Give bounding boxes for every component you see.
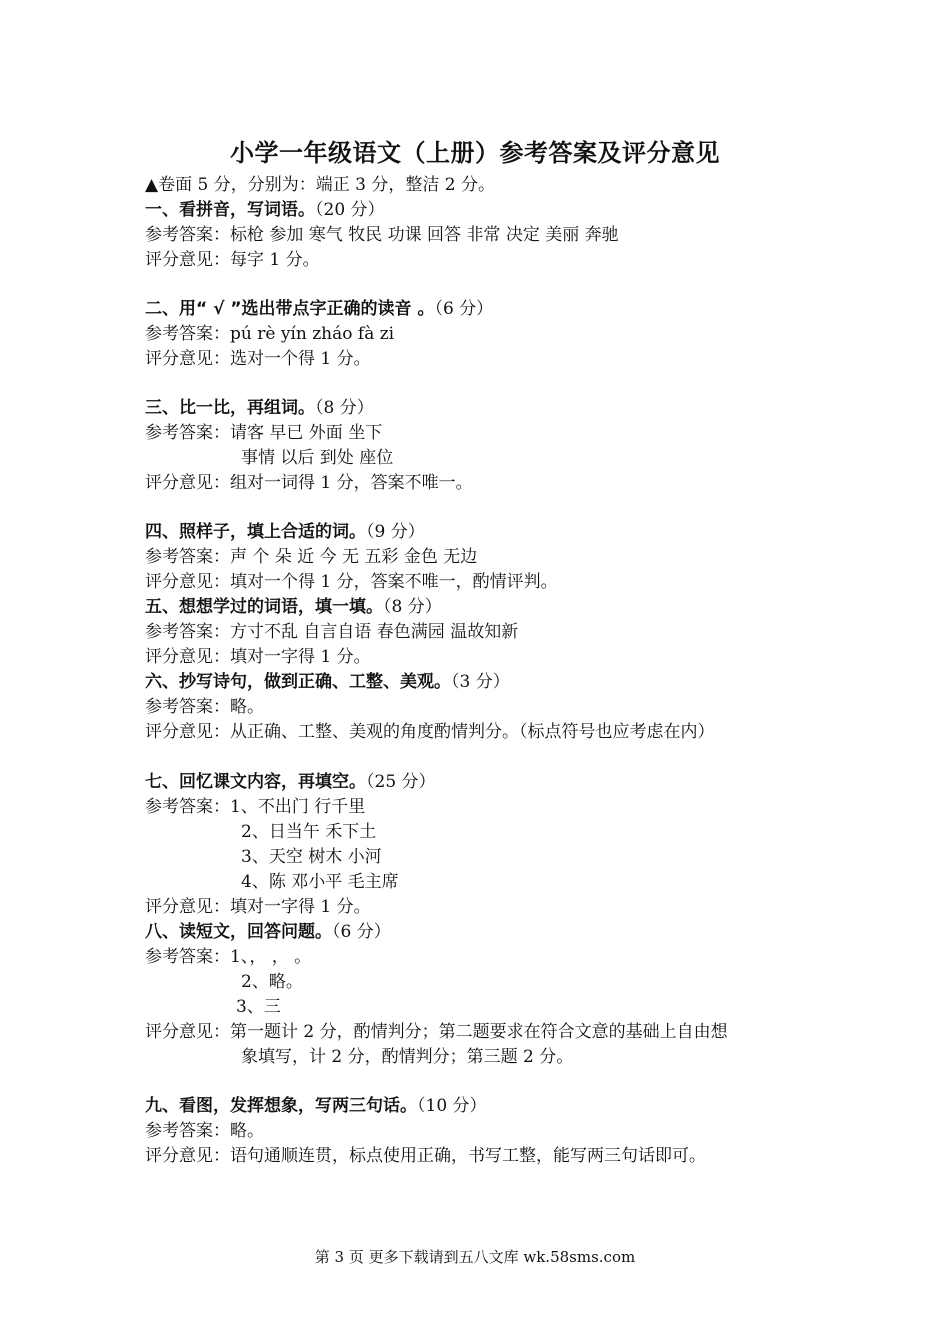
section-heading: 一、看拼音，写词语。 [145, 200, 315, 220]
section-9-answer: 参考答案：略。 [145, 1121, 264, 1141]
section-3-scoring: 评分意见：组对一词得 1 分，答案不唯一。 [145, 473, 473, 493]
section-points: （8 分） [315, 398, 374, 418]
section-7-answer-3: 3、天空 树木 小河 [241, 847, 382, 867]
section-1-heading [145, 198, 385, 223]
intro-line: ▲卷面 5 分，分别为：端正 3 分，整洁 2 分。 [145, 175, 495, 195]
section-points: （3 分） [451, 672, 510, 692]
section-heading: 六、抄写诗句，做到正确、工整、美观。 [145, 672, 451, 692]
section-9-heading [145, 1094, 487, 1119]
section-points: （25 分） [366, 772, 436, 792]
section-6-scoring: 评分意见：从正确、工整、美观的角度酌情判分。（标点符号也应考虑在内） [145, 722, 715, 742]
section-2-answer: 参考答案：pú rè yín zháo fà zi [145, 324, 395, 344]
section-9-scoring: 评分意见：语句通顺连贯，标点使用正确，书写工整，能写两三句话即可。 [145, 1146, 706, 1166]
section-points: （6 分） [332, 922, 391, 942]
section-1-scoring: 评分意见：每字 1 分。 [145, 250, 320, 270]
section-3-answer: 参考答案：请客 早已 外面 坐下 [145, 423, 383, 443]
section-2-heading [145, 297, 493, 322]
section-heading: 四、照样子，填上合适的词。 [145, 522, 366, 542]
section-7-scoring: 评分意见：填对一字得 1 分。 [145, 897, 371, 917]
section-5-scoring: 评分意见：填对一字得 1 分。 [145, 647, 371, 667]
section-8-answer-3: 3、三 [236, 997, 281, 1017]
section-5-heading [145, 595, 442, 620]
section-7-heading [145, 770, 436, 795]
section-heading: 八、读短文，回答问题。 [145, 922, 332, 942]
section-4-scoring: 评分意见：填对一个得 1 分，答案不唯一，酌情评判。 [145, 572, 558, 592]
page-title: 小学一年级语文（上册）参考答案及评分意见 [230, 139, 720, 167]
section-8-scoring: 评分意见：第一题计 2 分，酌情判分；第二题要求在符合文意的基础上自由想 [145, 1022, 728, 1042]
section-points: （20 分） [315, 200, 385, 220]
section-7-answer-2: 2、日当午 禾下土 [241, 822, 377, 842]
section-3-heading [145, 396, 374, 421]
section-heading: 三、比一比，再组词。 [145, 398, 315, 418]
section-2-scoring: 评分意见：选对一个得 1 分。 [145, 349, 371, 369]
section-8-scoring-cont: 象填写，计 2 分，酌情判分；第三题 2 分。 [241, 1047, 574, 1067]
section-points: （6 分） [434, 299, 494, 319]
section-8-answer: 参考答案：1、， ， 。 [145, 947, 312, 967]
section-points: （10 分） [417, 1096, 487, 1116]
section-8-answer-2: 2、略。 [241, 972, 303, 992]
section-heading: 七、回忆课文内容，再填空。 [145, 772, 366, 792]
section-4-heading [145, 520, 425, 545]
section-points: （8 分） [383, 597, 442, 617]
section-heading: 五、想想学过的词语，填一填。 [145, 597, 383, 617]
section-6-heading [145, 670, 510, 695]
section-points: （9 分） [366, 522, 425, 542]
page-footer: 第 3 页 更多下载请到五八文库 wk.58sms.com [314, 1248, 636, 1266]
section-7-answer-4: 4、陈 邓小平 毛主席 [241, 872, 399, 892]
section-8-heading [145, 920, 391, 945]
section-heading: 二、用“ √ ”选出带点字正确的读音 。 [145, 299, 435, 319]
section-6-answer: 参考答案：略。 [145, 697, 264, 717]
section-5-answer: 参考答案：方寸不乱 自言自语 春色满园 温故知新 [145, 622, 519, 642]
section-7-answer: 参考答案：1、不出门 行千里 [145, 797, 366, 817]
section-heading: 九、看图，发挥想象，写两三句话。 [145, 1096, 417, 1116]
section-3-answer-cont: 事情 以后 到处 座位 [241, 448, 394, 468]
section-4-answer: 参考答案：声 个 朵 近 今 无 五彩 金色 无边 [145, 547, 478, 567]
section-1-answer: 参考答案：标枪 参加 寒气 牧民 功课 回答 非常 决定 美丽 奔驰 [145, 225, 619, 245]
